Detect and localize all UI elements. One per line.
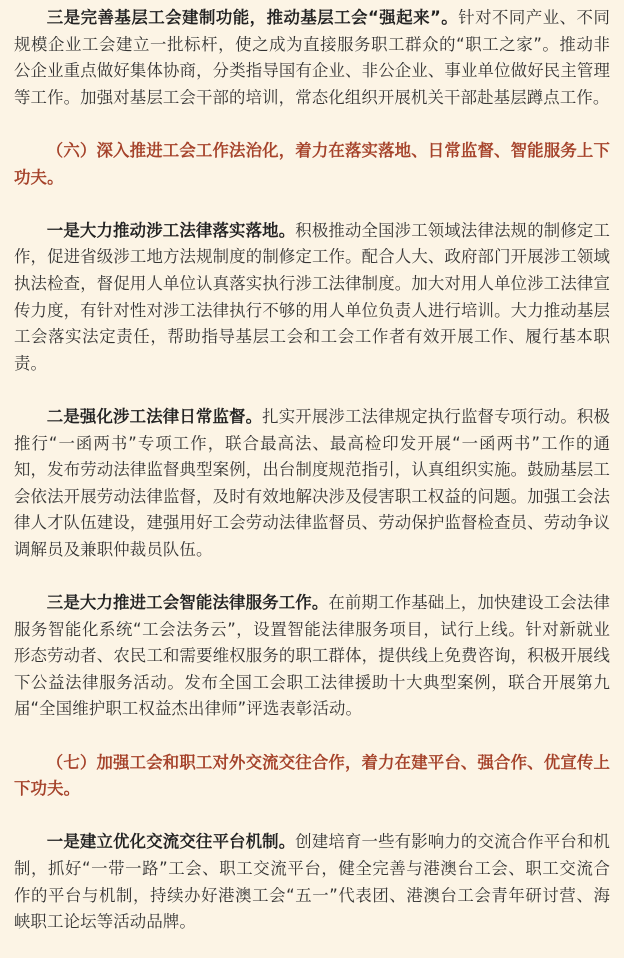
spacer bbox=[14, 191, 610, 218]
paragraph-lead: 三是大力推进工会智能法律服务工作。 bbox=[46, 593, 329, 613]
paragraph-lead: 一是建立优化交流交往平台机制。 bbox=[46, 832, 296, 852]
paragraph-law-supervision bbox=[14, 404, 610, 564]
paragraph-exchange-platform bbox=[14, 829, 610, 935]
paragraph-text: 在前期工作基础上，加快建设工会法律服务智能化系统“工会法务云”，设置智能法律服务项目，试行上线。针对新就业形态劳动者、农民工和需要维权服务的职工群体，提供线上免费咨询，积极开展线下公益法律服务活动。发布全国工会职工法律援助十大典型案例，联合开展第九届“全国维护职工权益杰出律师”评选表彰活动。 bbox=[14, 593, 610, 719]
paragraph-law-implementation bbox=[14, 218, 610, 378]
paragraph-text: 积极推动全国涉工领域法律法规的制修定工作，促进省级涉工地方法规制度的制修定工作。配合人大、政府部门开展涉工领域执法检查，督促用人单位认真落实执行涉工法律制度。加大对用人单位涉工法律宣传力度，有针对性对涉工法律执行不够的用人单位负责人进行培训。大力推动基层工会落实法定责任，帮助指导基层工会和工会工作者有效开展工作、履行基本职责。 bbox=[14, 220, 610, 373]
paragraph-text: 针对不同产业、不同规模企业工会建立一批标杆，使之成为直接服务职工群众的“职工之家”。推动非公企业重点做好集体协商，分类指导国有企业、非公企业、事业单位做好民主管理等工作。加强对基层工会干部的培训，常态化组织开展机关干部赴基层蹲点工作。 bbox=[14, 8, 610, 107]
paragraph-smart-legal-service bbox=[14, 590, 610, 723]
spacer bbox=[14, 111, 610, 138]
paragraph-lead: 一是大力推动涉工法律落实落地。 bbox=[46, 220, 296, 240]
paragraph-lead: 二是强化涉工法律日常监督。 bbox=[46, 406, 263, 426]
spacer bbox=[14, 803, 610, 830]
paragraph-text: 创建培育一些有影响力的交流合作平台和机制，抓好“一带一路”工会、职工交流平台，健全完善与港澳台工会、职工交流合作的平台与机制，持续办好港澳工会“五一”代表团、港澳台工会青年研讨营、海峡职工论坛等活动品牌。 bbox=[14, 832, 610, 932]
spacer bbox=[14, 723, 610, 750]
section-heading-seven: （七）加强工会和职工对外交流交往合作，着力在建平台、强合作、优宣传上下功夫。 bbox=[14, 752, 610, 799]
paragraph-text: 扎实开展涉工法律规定执行监督专项行动。积极推行“一函两书”专项工作，联合最高法、最高检印发开展“一函两书”工作的通知，发布劳动法律监督典型案例，出台制度规范指引，认真组织实施。鼓励基层工会依法开展劳动法律监督，及时有效地解决涉及侵害职工权益的问题。加强工会法律人才队伍建设，建强用好工会劳动法律监督员、劳动保护监督检查员、劳动争议调解员及兼职仲裁员队伍。 bbox=[14, 406, 611, 559]
spacer bbox=[14, 377, 610, 404]
section-heading-six: （六）深入推进工会工作法治化，着力在落实落地、日常监督、智能服务上下功夫。 bbox=[14, 140, 610, 187]
spacer bbox=[14, 563, 610, 590]
paragraph-lead: 三是完善基层工会建制功能，推动基层工会“强起来”。 bbox=[46, 8, 459, 27]
paragraph-grassroots-union bbox=[14, 5, 610, 111]
